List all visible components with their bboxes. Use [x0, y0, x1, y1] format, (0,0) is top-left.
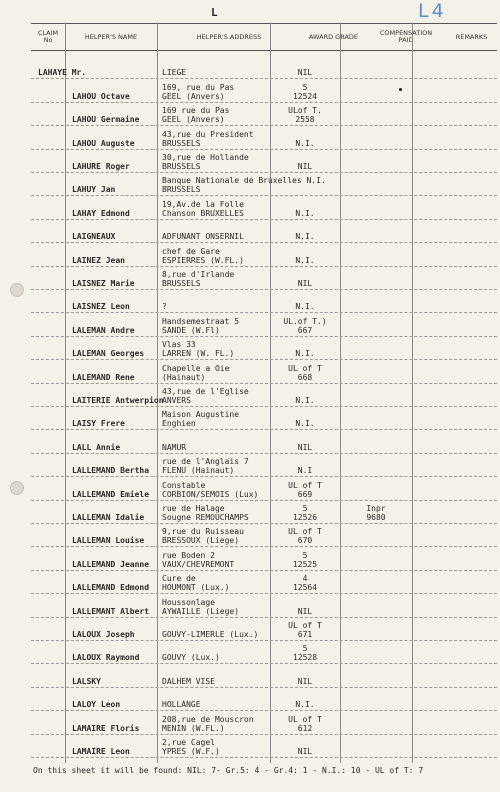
- helper-name: LALEMAN Andre: [72, 325, 135, 335]
- helper-name: LALL Annie: [72, 442, 121, 452]
- compensation-value: 9680: [366, 513, 386, 522]
- helper-name: LAHUY Jan: [72, 185, 116, 195]
- helper-address-line: Banque Nationale de Bruxelles N.I.: [162, 176, 326, 186]
- award-grade-value: N.I.: [295, 302, 315, 312]
- award-grade-value: UL of T: [288, 527, 322, 537]
- row-rule: [31, 266, 497, 267]
- award-grade-value: 671: [297, 630, 313, 639]
- award-grade-value: N.I.: [295, 349, 315, 359]
- helper-address-line: 8,rue d'Irlande: [162, 270, 235, 279]
- helper-name: LALSKY: [72, 676, 101, 686]
- helper-name: LAMAIRE Floris: [72, 723, 140, 733]
- helper-address-line: NAMUR: [162, 442, 187, 452]
- helper-address-line: 169 rue du Pas: [162, 106, 230, 116]
- helper-address-line: 30,rue de Hollande: [162, 153, 249, 162]
- row-rule: [31, 663, 497, 664]
- helper-address-line: GEEL (Anvers): [162, 91, 225, 101]
- row-rule: [31, 172, 497, 173]
- award-grade-value: 667: [297, 325, 313, 335]
- helper-address-line: rue de Halage: [162, 504, 225, 513]
- helper-address-line: VAUX/CHEVREMONT: [162, 559, 235, 569]
- award-grade-value: N.I: [297, 466, 313, 476]
- row-rule: [31, 640, 497, 641]
- award-grade-value: N.I.: [295, 208, 315, 218]
- award-grade-value: 12525: [292, 559, 318, 569]
- row-rule: [31, 336, 497, 337]
- award-grade-value: 5: [302, 82, 308, 92]
- header-compensation-text: COMPENSATION PAID: [379, 29, 433, 44]
- helper-address-line: BRESSOUX (Liege): [162, 536, 240, 546]
- alphabet-letter-heading: L: [211, 6, 218, 19]
- helper-address-line: Chanson BRUXELLES: [162, 208, 244, 218]
- award-grade-value: NIL: [297, 606, 313, 616]
- helper-address-line: BRUSSELS: [162, 138, 201, 148]
- helper-address-line: rue de l'Anglais 7: [162, 457, 249, 467]
- helper-address-line: BRUSSELS: [162, 279, 201, 288]
- header-remarks: REMARKS: [455, 32, 488, 41]
- helper-name: LAHAYE Mr.: [38, 68, 87, 78]
- helper-name: LAINEZ Jean: [72, 255, 125, 265]
- compensation-value: Inpr: [366, 504, 386, 513]
- award-grade-value: NIL: [297, 162, 313, 171]
- helper-address-line: 43,rue du President: [162, 129, 254, 139]
- award-grade-value: NIL: [297, 747, 313, 756]
- row-rule: [31, 125, 497, 126]
- column-divider: [412, 23, 413, 763]
- helper-address-line: GEEL (Anvers): [162, 115, 225, 125]
- helper-address-line: Vlas 33: [162, 340, 196, 350]
- helper-address-line: ANVERS: [162, 396, 191, 405]
- row-rule: [31, 219, 497, 220]
- helper-address-line: 169, rue du Pas: [162, 82, 235, 92]
- helper-address-line: 9,rue du Ruisseau: [162, 527, 244, 537]
- helper-name: LAHOU Octave: [72, 91, 130, 101]
- header-claim: [31, 24, 65, 50]
- award-grade-value: 12524: [292, 91, 318, 101]
- award-grade-value: NIL: [297, 442, 313, 452]
- helper-address-line: LARREN (W. FL.): [162, 349, 235, 359]
- award-grade-value: N.I.: [295, 255, 315, 265]
- helper-address-line: 2,rue Cagel: [162, 738, 215, 747]
- helper-address-line: ADFUNANT ONSERNIL: [162, 232, 244, 242]
- helper-name: LAIGNEAUX: [72, 232, 116, 242]
- table-header: [31, 23, 497, 51]
- award-grade-value: 612: [297, 723, 313, 733]
- helper-name: LALLEMAND Bertha: [72, 466, 150, 476]
- header-name: HELPER'S NAME: [84, 32, 138, 41]
- helper-address-line: YPRES (W.F.): [162, 747, 220, 756]
- award-grade-value: 5: [302, 504, 308, 513]
- row-rule: [31, 710, 497, 711]
- sheet-summary-footer: On this sheet it will be found: NIL: 7- Gr.5: 4 - Gr.4: 1 - N.I.: 10 - UL of T: 7: [33, 766, 424, 775]
- award-grade-value: NIL: [297, 279, 313, 288]
- helper-address-line: Chapelle a Oie: [162, 363, 230, 373]
- helper-name: LAISNEZ Leon: [72, 302, 130, 312]
- row-rule: [31, 476, 497, 477]
- row-rule: [31, 149, 497, 150]
- helper-name: LAHOU Germaine: [72, 115, 140, 125]
- helper-name: LAITERIE Antwerpion: [72, 396, 164, 405]
- row-rule: [31, 453, 497, 454]
- binder-hole: [10, 481, 24, 495]
- helper-address-line: Houssonlage: [162, 597, 215, 607]
- row-rule: [31, 523, 497, 524]
- header-claim-text: CLAIM No: [37, 29, 59, 44]
- helper-address-line: ?: [162, 302, 167, 312]
- award-grade-value: 4: [302, 574, 308, 584]
- helper-address-line: HOUMONT (Lux.): [162, 583, 230, 593]
- award-grade-value: 5: [302, 550, 308, 560]
- row-rule: [31, 757, 497, 758]
- helper-name: LALEMAND Rene: [72, 372, 135, 382]
- helper-address-line: Enghien: [162, 419, 196, 429]
- row-rule: [31, 195, 497, 196]
- award-grade-value: 2558: [295, 115, 315, 125]
- award-grade-value: N.I.: [295, 700, 315, 710]
- award-grade-value: NIL: [297, 68, 313, 78]
- row-rule: [31, 570, 497, 571]
- row-rule: [31, 383, 497, 384]
- helper-name: LALLEMAND Jeanne: [72, 559, 150, 569]
- award-grade-value: N.I.: [295, 419, 315, 429]
- helper-address-line: 19,Av.de la Folle: [162, 199, 244, 209]
- header-award-grade: AWARD GRADE: [308, 32, 359, 41]
- award-grade-value: 668: [297, 372, 313, 382]
- row-rule: [31, 312, 497, 313]
- award-grade-value: UL.of T.): [283, 316, 327, 326]
- row-rule: [31, 429, 497, 430]
- helper-address-line: CORBION/SEMOIS (Lux): [162, 489, 259, 499]
- helper-address-line: Constable: [162, 480, 206, 490]
- helper-address-line: Sougne REMOUCHAMPS: [162, 513, 249, 522]
- helper-address-line: HOLLANGE: [162, 700, 201, 710]
- helper-address-line: 208,rue de Mouscron: [162, 714, 254, 724]
- award-grade-value: UL of T: [288, 480, 322, 490]
- ink-dot: [399, 88, 402, 91]
- award-grade-value: 669: [297, 489, 313, 499]
- helper-name: LALEMAN Georges: [72, 349, 145, 359]
- helper-address-line: AYWAILLE (Liege): [162, 606, 240, 616]
- helper-address-line: 43,rue de l'Eglise: [162, 387, 249, 396]
- award-grade-value: ULof T.: [288, 106, 322, 116]
- row-rule: [31, 289, 497, 290]
- award-grade-value: 12526: [292, 513, 318, 522]
- header-address: HELPER'S ADDRESS: [196, 32, 262, 41]
- helper-address-line: Cure de: [162, 574, 196, 584]
- award-grade-value: N.I.: [295, 396, 315, 405]
- row-rule: [31, 734, 497, 735]
- helper-name: LALLEMAN Idalie: [72, 513, 145, 522]
- row-rule: [31, 102, 497, 103]
- helper-name: LALLEMAN Louise: [72, 536, 145, 546]
- helper-name: LAHAY Edmond: [72, 208, 130, 218]
- helper-address-line: chef de Gare: [162, 246, 220, 256]
- column-divider: [65, 23, 66, 763]
- helper-address-line: GOUVY (Lux.): [162, 653, 220, 663]
- award-grade-value: N.I.: [295, 138, 315, 148]
- award-grade-value: 12564: [292, 583, 318, 593]
- helper-address-line: (Hainaut): [162, 372, 206, 382]
- award-grade-value: UL of T: [288, 621, 322, 630]
- binder-hole: [10, 283, 24, 297]
- row-rule: [31, 242, 497, 243]
- award-grade-value: UL of T: [288, 714, 322, 724]
- helper-name: LAMAIRE Leon: [72, 747, 130, 756]
- helper-name: LAISY Frere: [72, 419, 125, 429]
- award-grade-value: 12528: [292, 653, 318, 663]
- helper-name: LALOY Leon: [72, 700, 121, 710]
- row-rule: [31, 359, 497, 360]
- row-rule: [31, 500, 497, 501]
- helper-name: LAHOU Auguste: [72, 138, 135, 148]
- helper-address-line: LIEGE: [162, 68, 187, 78]
- header-compensation: [366, 24, 446, 50]
- row-rule: [31, 546, 497, 547]
- award-grade-value: NIL: [297, 676, 313, 686]
- helper-address-line: Maison Augustine: [162, 410, 240, 420]
- handwritten-sheet-label: L4: [418, 0, 447, 22]
- helper-address-line: SANDE (W.Fl): [162, 325, 220, 335]
- helper-address-line: FLENU (Hainaut): [162, 466, 235, 476]
- row-rule: [31, 406, 497, 407]
- helper-address-line: DALHEM VISE: [162, 676, 215, 686]
- helper-address-line: rue Boden 2: [162, 550, 215, 560]
- award-grade-value: N.I.: [295, 232, 315, 242]
- helper-name: LAISNEZ Marie: [72, 279, 135, 288]
- helper-address-line: MENIN (W.FL.): [162, 723, 225, 733]
- helper-address-line: Handsemestraat 5: [162, 316, 240, 326]
- helper-name: LALLEMAND Edmond: [72, 583, 150, 593]
- row-rule: [31, 593, 497, 594]
- row-rule: [31, 78, 497, 79]
- award-grade-value: UL of T: [288, 363, 322, 373]
- helper-address-line: BRUSSELS: [162, 185, 201, 195]
- helper-name: LALLEMANT Albert: [72, 606, 150, 616]
- column-divider: [340, 23, 341, 763]
- row-rule: [31, 687, 497, 688]
- row-rule: [31, 617, 497, 618]
- column-divider: [157, 23, 158, 763]
- helper-address-line: BRUSSELS: [162, 162, 201, 171]
- helper-address-line: GOUVY-LIMERLE (Lux.): [162, 630, 259, 639]
- helper-name: LALOUX Joseph: [72, 630, 135, 639]
- helper-name: LAHURE Roger: [72, 162, 130, 171]
- helper-address-line: ESPIERRES (W.FL.): [162, 255, 244, 265]
- helper-name: LALOUX Raymond: [72, 653, 140, 663]
- award-grade-value: 670: [297, 536, 313, 546]
- award-grade-value: 5: [302, 644, 308, 654]
- helper-name: LALLEMAND Emiele: [72, 489, 150, 499]
